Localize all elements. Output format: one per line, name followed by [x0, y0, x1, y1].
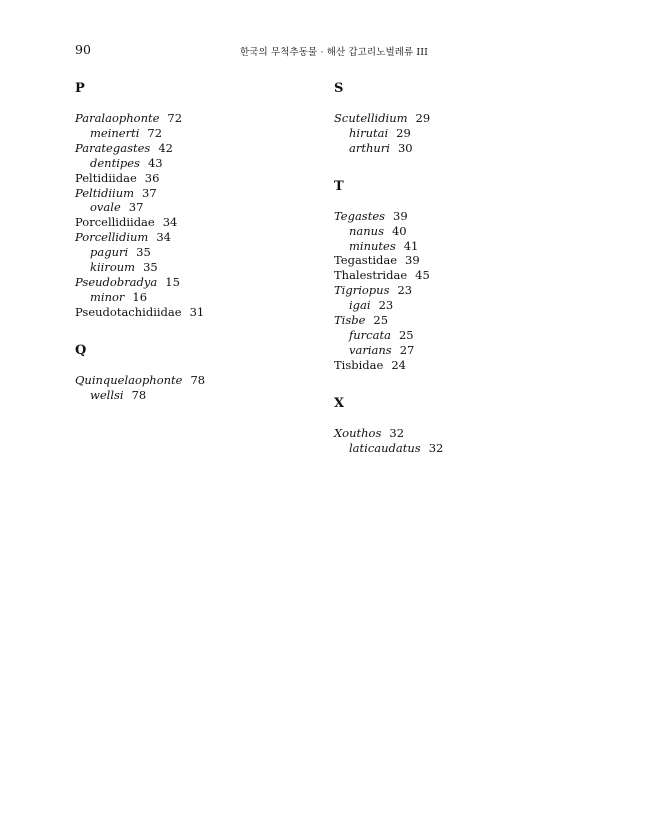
entry-page-number: 34: [156, 230, 171, 245]
entry-page-number: 32: [389, 425, 405, 440]
entry-page-number: 35: [136, 245, 151, 260]
entry-page-number: 43: [147, 155, 163, 170]
entry-page-number: 16: [132, 289, 148, 304]
entry-page-number: 37: [142, 185, 157, 200]
index-section: [334, 178, 584, 373]
entry-page-number: 30: [397, 140, 413, 155]
index-subentry: [334, 224, 584, 239]
index-entry: [75, 111, 325, 126]
section-letter: S: [334, 81, 344, 96]
index-entry: [75, 171, 325, 186]
index-entry: [334, 426, 584, 441]
entry-name: Tegastes: [334, 208, 386, 223]
entry-name: Peltidiium: [75, 185, 135, 200]
entry-page-number: 35: [143, 260, 158, 275]
index-subentry: [75, 260, 325, 275]
entry-name: Tegastidae: [334, 253, 398, 268]
index-subentry: [334, 298, 584, 313]
entry-page-number: 29: [396, 125, 411, 140]
section-letter: T: [334, 178, 344, 194]
index-section: [334, 395, 584, 456]
index-subentry: [75, 290, 325, 305]
entry-name: Quinquelaophonte: [75, 372, 183, 387]
entry-name: Porcellidium: [75, 230, 149, 245]
entry-page-number: 37: [128, 200, 144, 215]
index-subentry: [75, 200, 325, 215]
entry-page-number: 27: [399, 342, 415, 357]
index-entry: [75, 275, 325, 290]
index-subentry: [334, 141, 584, 156]
entry-page-number: 25: [373, 313, 389, 328]
section-letter: P: [75, 81, 85, 96]
index-subentry: [334, 441, 584, 456]
entry-name: nanus: [349, 223, 384, 238]
entry-page-number: 32: [428, 440, 444, 455]
entry-name: Tisbe: [334, 313, 366, 328]
entry-page-number: 24: [391, 357, 406, 372]
entry-page-number: 23: [378, 298, 394, 313]
entry-name: arthuri: [349, 140, 390, 155]
index-entry: [334, 253, 584, 268]
page-number: 90: [75, 42, 91, 57]
entry-page-number: 78: [190, 372, 206, 387]
index-entry: [75, 230, 325, 245]
entry-name: kiiroum: [90, 260, 136, 275]
running-header: 한국의 무척추동물 · 해산 갑고리노벌레류 III: [240, 47, 428, 58]
index-entry: [334, 111, 584, 126]
entry-name: Peltidiidae: [75, 170, 137, 185]
index-entry: [334, 283, 584, 298]
entry-name: Thalestridae: [334, 268, 408, 283]
entry-name: Paralaophonte: [75, 111, 160, 125]
index-subentry: [334, 239, 584, 254]
index-entry: [75, 305, 325, 320]
entry-page-number: 72: [167, 111, 183, 125]
entry-page-number: 45: [415, 268, 430, 283]
index-entry: [334, 268, 584, 283]
entry-name: minutes: [349, 238, 396, 253]
entry-name: Xouthos: [334, 425, 382, 440]
entry-name: paguri: [90, 245, 129, 260]
section-letter: X: [334, 395, 345, 411]
index-entry: [75, 186, 325, 201]
entry-page-number: 25: [398, 327, 414, 342]
index-section: [75, 342, 325, 403]
entry-page-number: 36: [144, 170, 160, 185]
entry-name: Porcellidiidae: [75, 215, 155, 230]
entry-name: minor: [90, 289, 125, 304]
entry-name: hirutai: [349, 125, 389, 140]
entry-page-number: 39: [405, 253, 420, 268]
entry-name: Tisbidae: [334, 357, 384, 372]
entry-name: igai: [349, 298, 371, 313]
entry-page-number: 23: [397, 283, 413, 298]
index-subentry: [75, 156, 325, 171]
entry-name: Parategastes: [75, 140, 151, 155]
entry-name: varians: [349, 342, 392, 357]
entry-page-number: 41: [403, 238, 419, 253]
index-column-left: [75, 78, 325, 425]
index-entry: [75, 141, 325, 156]
index-entry: [334, 209, 584, 224]
index-subentry: [75, 388, 325, 403]
entry-page-number: 34: [162, 215, 178, 230]
entry-name: ovale: [90, 200, 121, 215]
index-subentry: [334, 126, 584, 141]
entry-name: furcata: [349, 327, 391, 342]
entry-page-number: 78: [131, 387, 147, 402]
entry-page-number: 40: [391, 223, 407, 238]
entry-page-number: 72: [147, 125, 163, 140]
index-subentry: [334, 328, 584, 343]
entry-name: dentipes: [90, 155, 140, 170]
entry-name: Tigriopus: [334, 283, 390, 298]
index-entry: [75, 215, 325, 230]
entry-name: laticaudatus: [349, 440, 421, 455]
entry-page-number: 39: [393, 208, 408, 223]
index-section: [334, 80, 584, 156]
entry-name: Scutellidium: [334, 111, 408, 125]
entry-page-number: 42: [158, 140, 173, 155]
index-section: [75, 80, 325, 320]
index-subentry: [75, 126, 325, 141]
entry-name: meinerti: [90, 125, 140, 140]
entry-name: Pseudotachidiidae: [75, 304, 182, 319]
entry-page-number: 29: [415, 111, 431, 125]
entry-name: wellsi: [90, 387, 124, 402]
entry-name: Pseudobradya: [75, 274, 158, 289]
index-subentry: [75, 245, 325, 260]
index-entry: [75, 373, 325, 388]
entry-page-number: 15: [165, 274, 180, 289]
section-letter: Q: [75, 342, 87, 358]
entry-page-number: 31: [189, 304, 205, 319]
index-entry: [334, 358, 584, 373]
index-column-right: [334, 78, 584, 478]
index-subentry: [334, 343, 584, 358]
index-entry: [334, 313, 584, 328]
